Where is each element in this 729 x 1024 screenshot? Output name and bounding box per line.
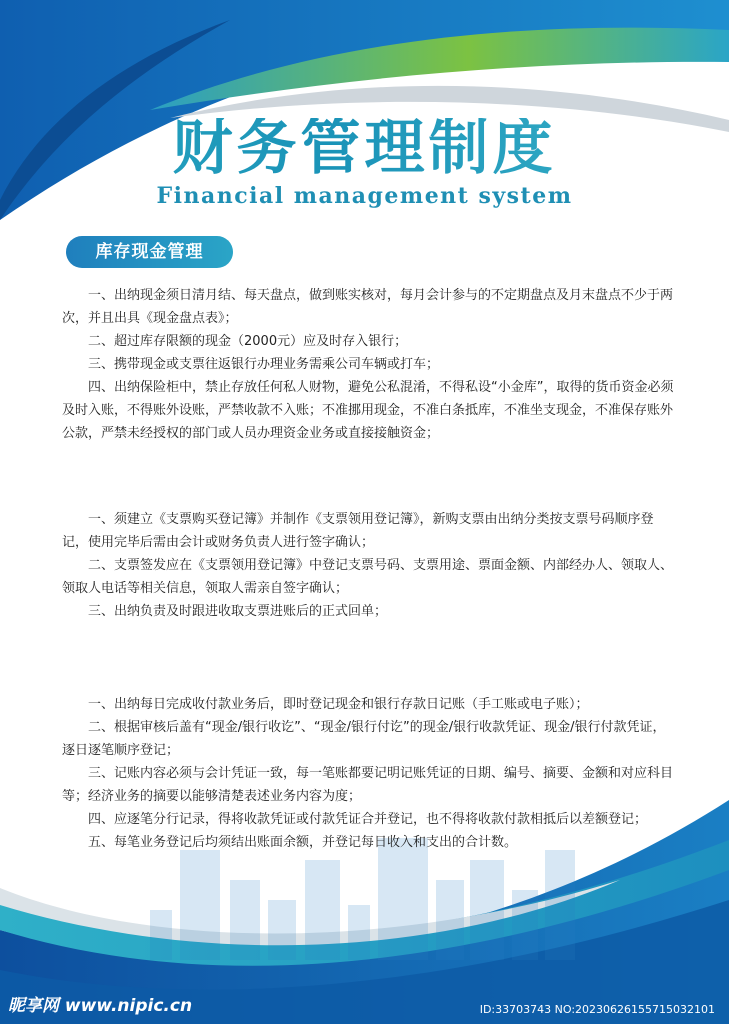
section-badge: 库存现金管理 [66, 236, 233, 268]
paragraph: 三、记账内容必须与会计凭证一致，每一笔账都要记明记账凭证的日期、编号、摘要、金额和对应科目等；经济业务的摘要以能够清楚表述业务内容为度； [62, 766, 674, 804]
paragraph: 一、出纳现金须日清月结、每天盘点，做到账实核对，每月会计参与的不定期盘点及月末盘点不少于两次，并且出具《现金盘点表》； [62, 288, 674, 326]
paragraph: 一、出纳每日完成收付款业务后，即时登记现金和银行存款日记账（手工账或电子账）； [88, 697, 589, 712]
page-title-english: Financial management system [156, 183, 573, 209]
paragraph: 三、携带现金或支票往返银行办理业务需乘公司车辆或打车； [88, 357, 440, 372]
page-title-chinese: 财务管理制度 [0, 118, 729, 178]
paragraph: 二、超过库存限额的现金（2000元）应及时存入银行； [88, 334, 408, 349]
paragraph: 二、根据审核后盖有“现金/银行收讫”、“现金/银行付讫”的现金/银行收款凭证、现金/银行付款凭证，逐日逐笔顺序登记； [62, 720, 666, 758]
spacer [62, 445, 678, 508]
paragraph: 四、出纳保险柜中，禁止存放任何私人财物，避免公私混淆，不得私设“小金库”，取得的货币资金必须及时入账，不得账外设账，严禁收款不入账；不准挪用现金，不准白条抵库，不准坐支现金，不准保存账外公款，严禁未经授权的部门或人员办理资金业务或直接接触资金； [62, 380, 674, 441]
paragraph: 一、须建立《支票购买登记簿》并制作《支票领用登记簿》，新购支票由出纳分类按支票号码顺序登记，使用完毕后需由会计或财务负责人进行签字确认； [62, 512, 654, 550]
spacer [62, 623, 678, 693]
watermark-id: ID:33703743 NO:20230626155715032101 [479, 1003, 715, 1016]
paragraph: 四、应逐笔分行记录，得将收款凭证或付款凭证合并登记，也不得将收款付款相抵后以差额登记； [88, 812, 648, 827]
paragraph: 三、出纳负责及时跟进收取支票进账后的正式回单； [88, 604, 388, 619]
content-body [62, 284, 678, 854]
watermark-logo: 昵享网 www.nipic.cn [8, 996, 193, 1016]
paragraph: 二、支票签发应在《支票领用登记簿》中登记支票号码、支票用途、票面金额、内部经办人、领取人、领取人电话等相关信息，领取人需亲自签字确认； [62, 558, 674, 596]
paragraph: 五、每笔业务登记后均须结出账面余额，并登记每日收入和支出的合计数。 [88, 835, 518, 850]
